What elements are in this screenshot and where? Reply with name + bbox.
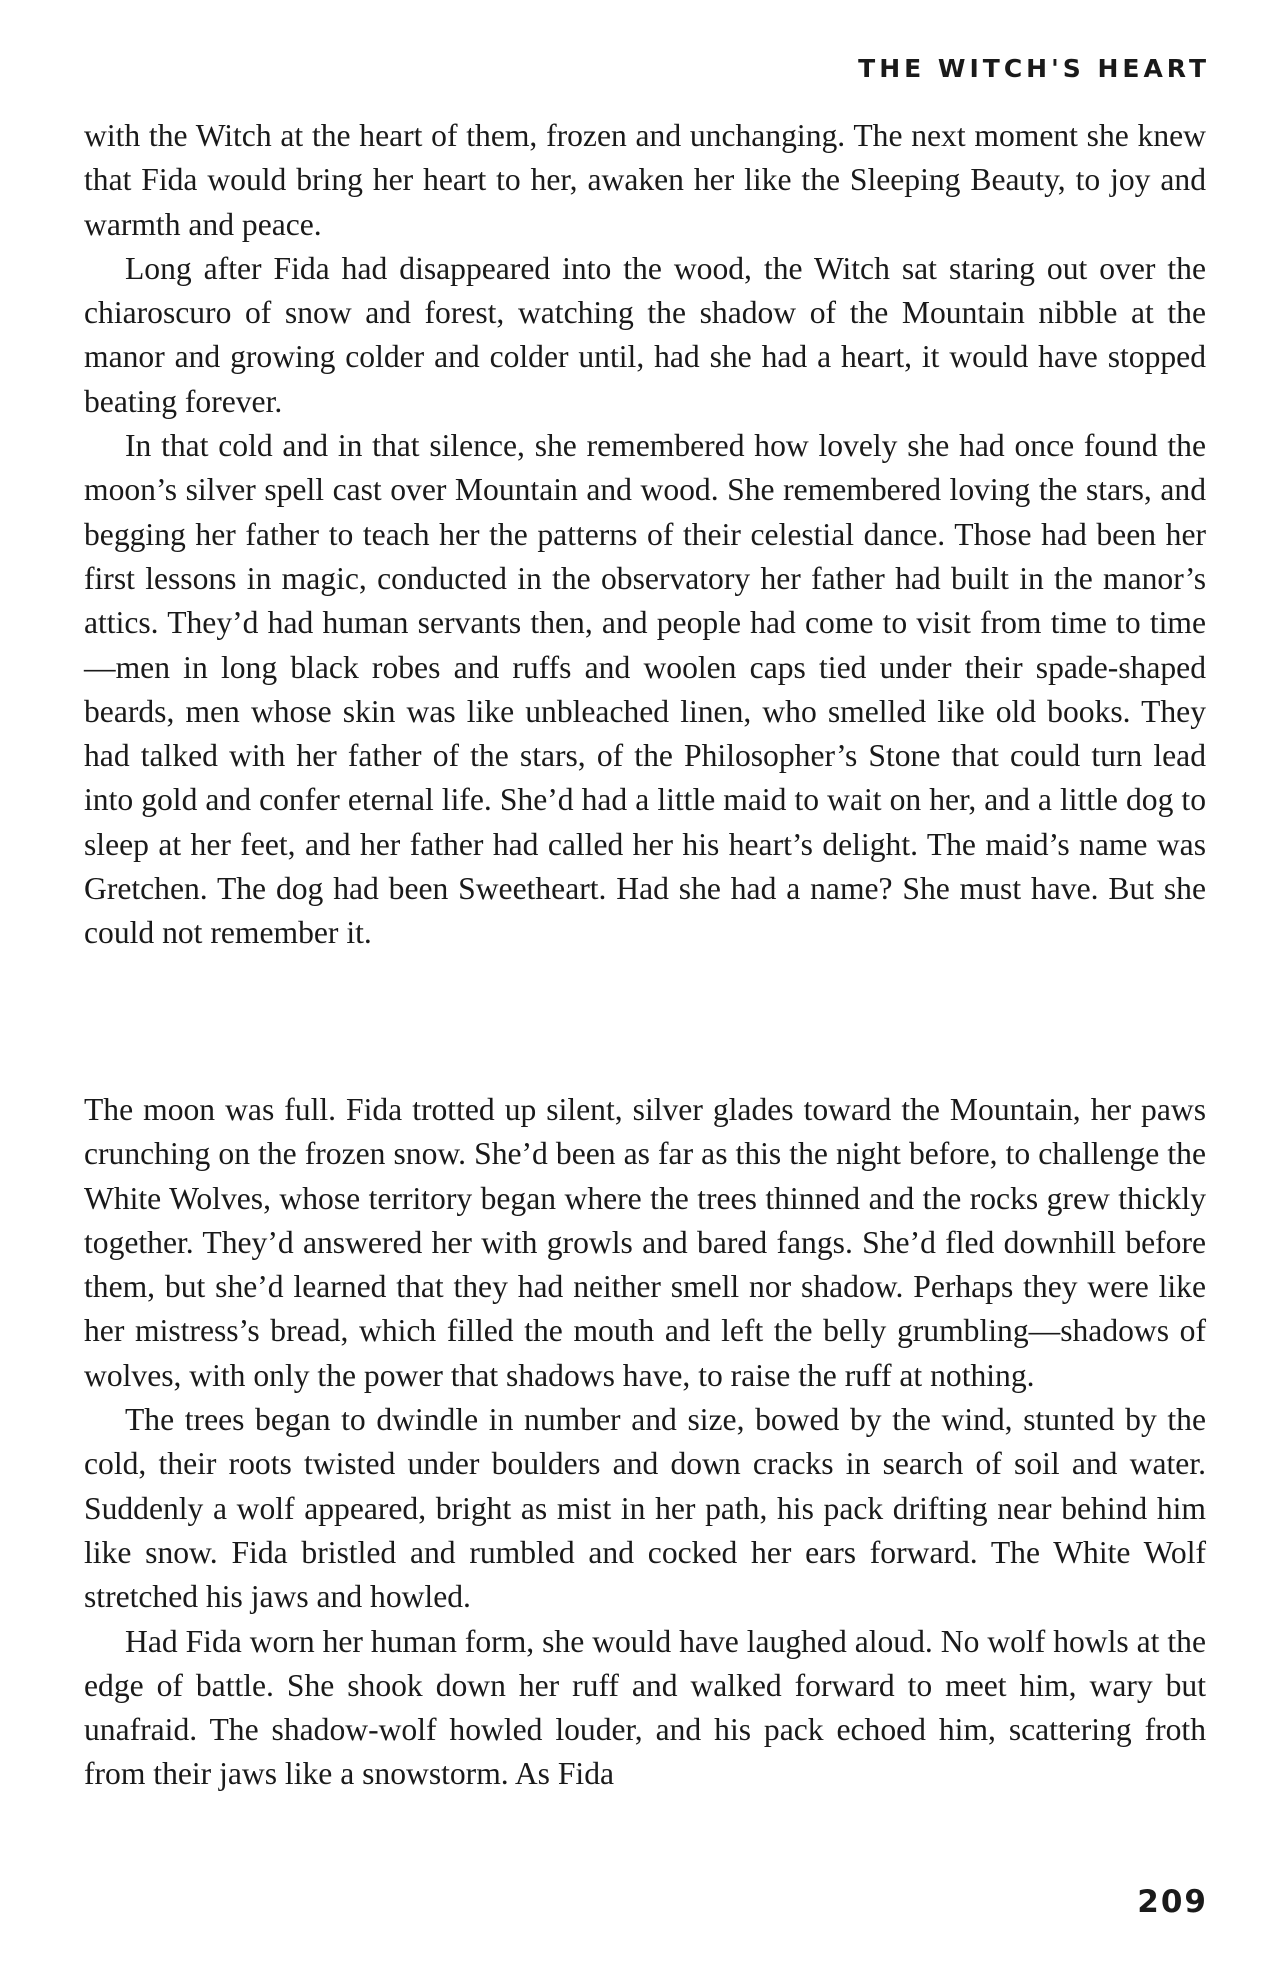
text-section-two xyxy=(84,1088,1206,1797)
paragraph: In that cold and in that silence, she remembered how lovely she had once found the moon’s silver spell cast over Mountain and wood. She remembered loving the stars, and begging her father to teach her the patterns of their celestial dance. Those had been her first lessons in magic, conducted in the observatory her father had built in the manor’s attics. They’d had human servants then, and people had come to visit from time to time—men in long black robes and ruffs and woolen caps tied under their spade-shaped beards, men whose skin was like unbleached linen, who smelled like old books. They had talked with her father of the stars, of the Philosopher’s Stone that could turn lead into gold and confer eternal life. She’d had a little maid to wait on her, and a little dog to sleep at her feet, and her father had called her his heart’s delight. The maid’s name was Gretchen. The dog had been Sweetheart. Had she had a name? She must have. But she could not remember it. xyxy=(84,428,1206,951)
paragraph: Long after Fida had disappeared into the wood, the Witch sat staring out over the chiaroscuro of snow and forest, watching the shadow of the Mountain nibble at the manor and growing colder and colder until, had she had a heart, it would have stopped beating forever. xyxy=(84,250,1206,419)
text-section-one xyxy=(84,114,1206,956)
paragraph: Had Fida worn her human form, she would have laughed aloud. No wolf howls at the edge of battle. She shook down her ruff and walked forward to meet him, wary but unafraid. The shadow-wolf howled louder, and his pack echoed him, scattering froth from their jaws like a snowstorm. As Fida xyxy=(84,1623,1206,1792)
paragraph: The trees began to dwindle in number and size, bowed by the wind, stunted by the cold, their roots twisted under boulders and down cracks in search of soil and water. Suddenly a wolf appeared, bright as mist in her path, his pack drifting near behind him like snow. Fida bristled and rumbled and cocked her ears forward. The White Wolf stretched his jaws and howled. xyxy=(84,1402,1206,1615)
running-head-title: THE WITCH'S HEART xyxy=(858,54,1210,83)
paragraph-continued: with the Witch at the heart of them, frozen and unchanging. The next moment she knew that Fida would bring her heart to her, awaken her like the Sleeping Beauty, to joy and warmth and peace. xyxy=(84,118,1206,242)
section-opening-paragraph: The moon was full. Fida trotted up silent, silver glades toward the Mountain, her paws crunching on the frozen snow. She’d been as far as this the night before, to challenge the White Wolves, whose territory began where the trees thinned and the rocks grew thickly together. They’d answered her with growls and bared fangs. She’d fled downhill before them, but she’d learned that they had neither smell nor shadow. Perhaps they were like her mistress’s bread, which filled the mouth and left the belly grumbling—shadows of wolves, with only the power that shadows have, to raise the ruff at nothing. xyxy=(84,1092,1206,1393)
page-number: 209 xyxy=(1137,1884,1208,1920)
